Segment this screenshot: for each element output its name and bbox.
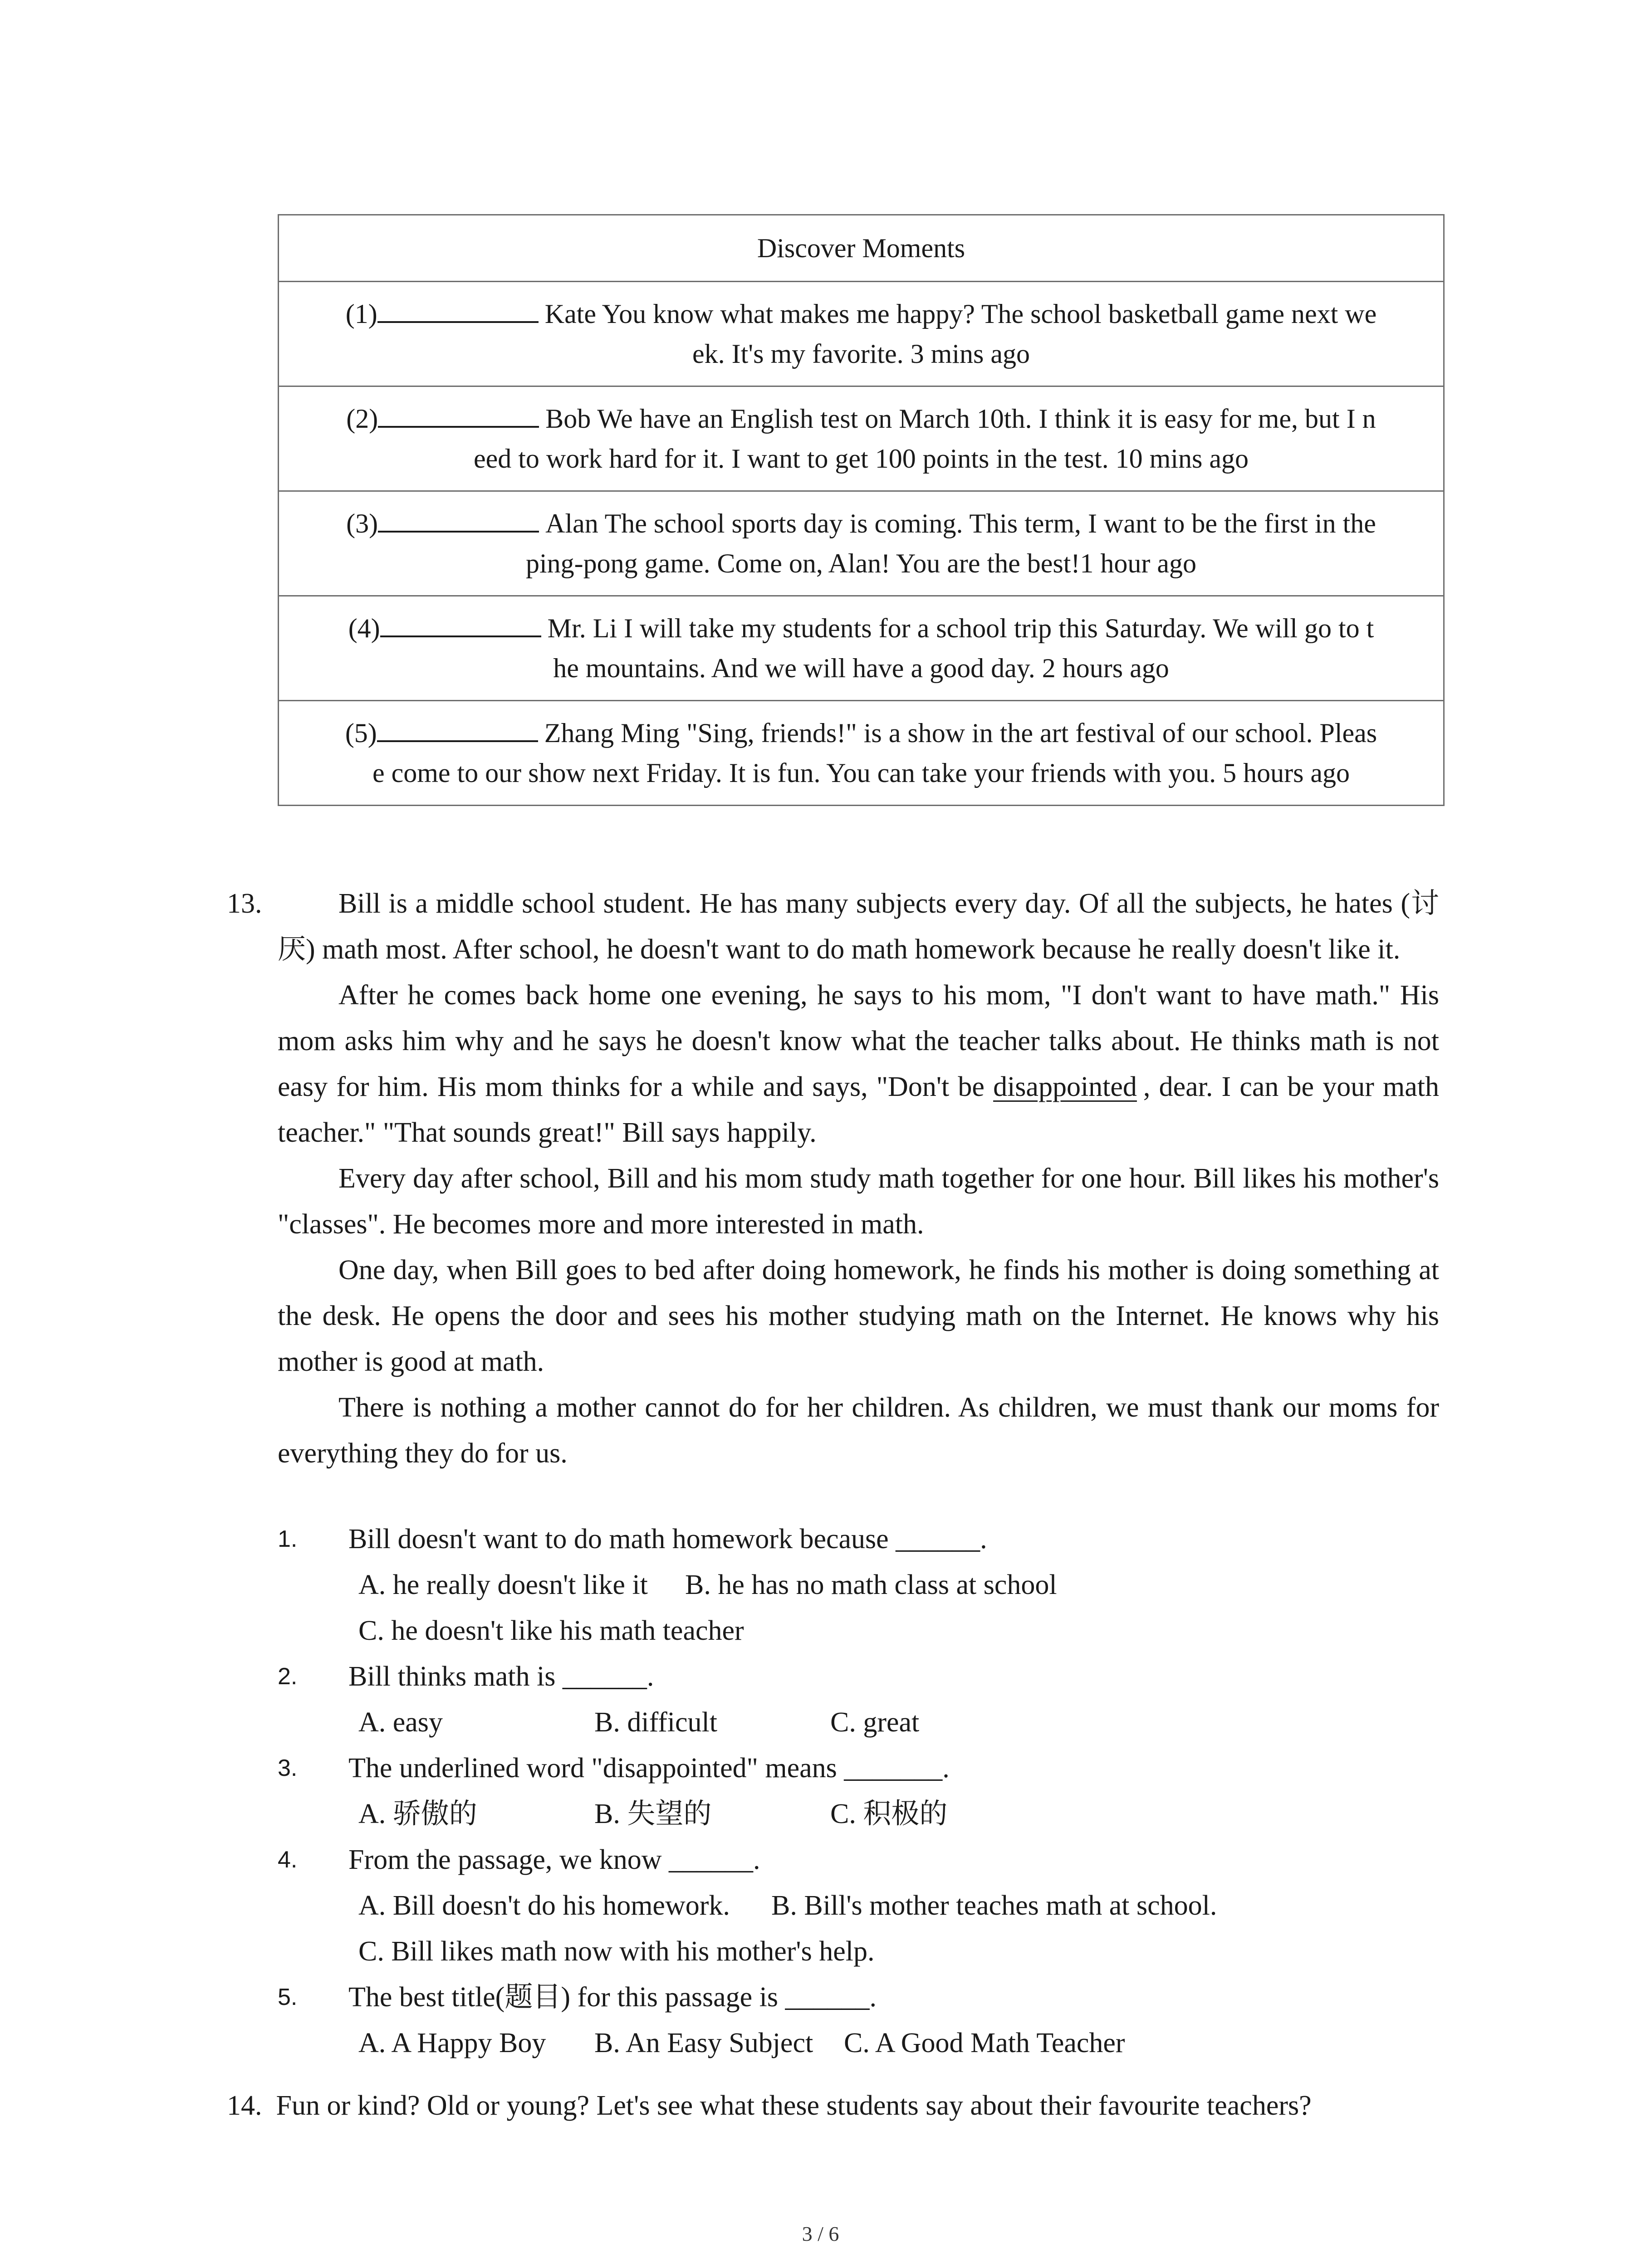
option-c[interactable]: C. 积极的 [830,1799,948,1829]
question-number: 2. [278,1663,298,1690]
answer-blank[interactable] [377,715,538,742]
table-row [279,701,1444,806]
passage-paragraph: There is nothing a mother cannot do for her children. As children, we must thank our moms for everything they do for us. [278,1392,1439,1469]
row-text-cont: ek. It's my favorite. 3 mins ago [692,339,1030,369]
option-c[interactable]: C. he doesn't like his math teacher [358,1615,744,1646]
answer-blank[interactable] [378,505,539,533]
underlined-word: disappointed [993,1071,1137,1102]
row-text: Bob We have an English test on March 10th. I think it is easy for me, but I n [545,404,1376,434]
row-number: (5) [345,718,377,748]
paragraph-text: After he comes back home one evening, he says to his mom, "I don't want to have math." His mom asks him why and he says he doesn't know what the teacher talks about. He thinks math is not easy for him. His mom thinks for a while and says, "Don't be [278,980,1439,1102]
passage-paragraph: One day, when Bill goes to bed after doing homework, he finds his mother is doing something at the desk. He opens the door and sees his mother studying math on the Internet. He knows why his mother is good at math. [278,1255,1439,1377]
page-number: 3 / 6 [802,2222,839,2245]
question-item [278,1745,1439,1791]
option-c[interactable]: C. great [830,1707,920,1738]
question-text: From the passage, we know ______. [348,1844,760,1875]
passage-paragraph: Bill is a middle school student. He has many subjects every day. Of all the subjects, he hates (讨厌) math most. After school, he doesn't want to do math homework because he really doesn't like it. [278,888,1439,965]
option-c[interactable]: C. Bill likes math now with his mother's help. [358,1936,875,1967]
option-b[interactable]: B. An Easy Subject [594,2028,813,2058]
answer-blank[interactable] [378,401,539,428]
question-14-number: 14. [227,2090,262,2121]
option-c[interactable]: C. A Good Math Teacher [844,2028,1125,2058]
option-b[interactable]: B. Bill's mother teaches math at school. [771,1890,1217,1921]
question-item [278,1516,1439,1562]
row-text: Kate You know what makes me happy? The school basketball game next we [544,299,1377,329]
option-b[interactable]: B. he has no math class at school [685,1569,1057,1600]
question-number: 4. [278,1847,298,1873]
option-a[interactable]: A. easy [358,1707,443,1738]
question-text: Bill doesn't want to do math homework because ______. [348,1524,987,1554]
option-b[interactable]: B. difficult [594,1707,717,1738]
passage-paragraph: Every day after school, Bill and his mom study math together for one hour. Bill likes his mother's "classes". He becomes more and more interested in math. [278,1163,1439,1240]
question-number: 3. [278,1755,298,1781]
option-a[interactable]: A. he really doesn't like it [358,1569,648,1600]
row-text-cont: e come to our show next Friday. It is fun. You can take your friends with you. 5 hours ago [372,758,1350,788]
option-a[interactable]: A. 骄傲的 [358,1799,477,1829]
row-text-cont: ping-pong game. Come on, Alan! You are the best!1 hour ago [525,548,1197,578]
question-number: 1. [278,1526,298,1552]
option-b[interactable]: B. 失望的 [594,1799,712,1829]
answer-blank[interactable] [380,610,541,637]
question-text: The underlined word "disappointed" means _______. [348,1753,950,1784]
row-number: (4) [348,613,380,643]
table-row [279,491,1444,596]
table-row [279,596,1444,701]
paragraph-text: , dear. I can be your math teacher." "That sounds great!" Bill says happily. [278,1071,1439,1148]
passage-paragraph [278,973,1439,1156]
table-row [279,282,1444,386]
answer-blank[interactable] [377,296,539,323]
table-row [279,386,1444,491]
question-number: 5. [278,1984,298,2010]
question-14 [227,2083,1312,2129]
option-a[interactable]: A. A Happy Boy [358,2028,546,2058]
reading-passage [278,881,1439,1476]
row-text-cont: he mountains. And we will have a good day. 2 hours ago [553,653,1169,683]
row-number: (1) [345,299,377,329]
question-item [278,1975,1439,2020]
discover-moments-table [278,214,1445,806]
question-text: The best title(题目) for this passage is ______. [348,1982,877,2013]
question-14-text: Fun or kind? Old or young? Let's see what these students say about their favourite teachers? [276,2090,1312,2121]
question-item [278,1654,1439,1700]
row-number: (2) [346,404,378,434]
row-text-cont: eed to work hard for it. I want to get 100 points in the test. 10 mins ago [473,444,1249,474]
row-text: Zhang Ming "Sing, friends!" is a show in the art festival of our school. Pleas [544,718,1377,748]
row-text: Mr. Li I will take my students for a school trip this Saturday. We will go to t [547,613,1374,643]
row-text: Alan The school sports day is coming. This term, I want to be the first in the [545,508,1376,538]
question-list [278,1516,1439,2066]
question-13-number: 13. [227,888,262,919]
question-text: Bill thinks math is ______. [348,1661,654,1692]
table-title: Discover Moments [279,215,1444,282]
row-number: (3) [346,508,378,538]
option-a[interactable]: A. Bill doesn't do his homework. [358,1890,730,1921]
question-item [278,1837,1439,1883]
